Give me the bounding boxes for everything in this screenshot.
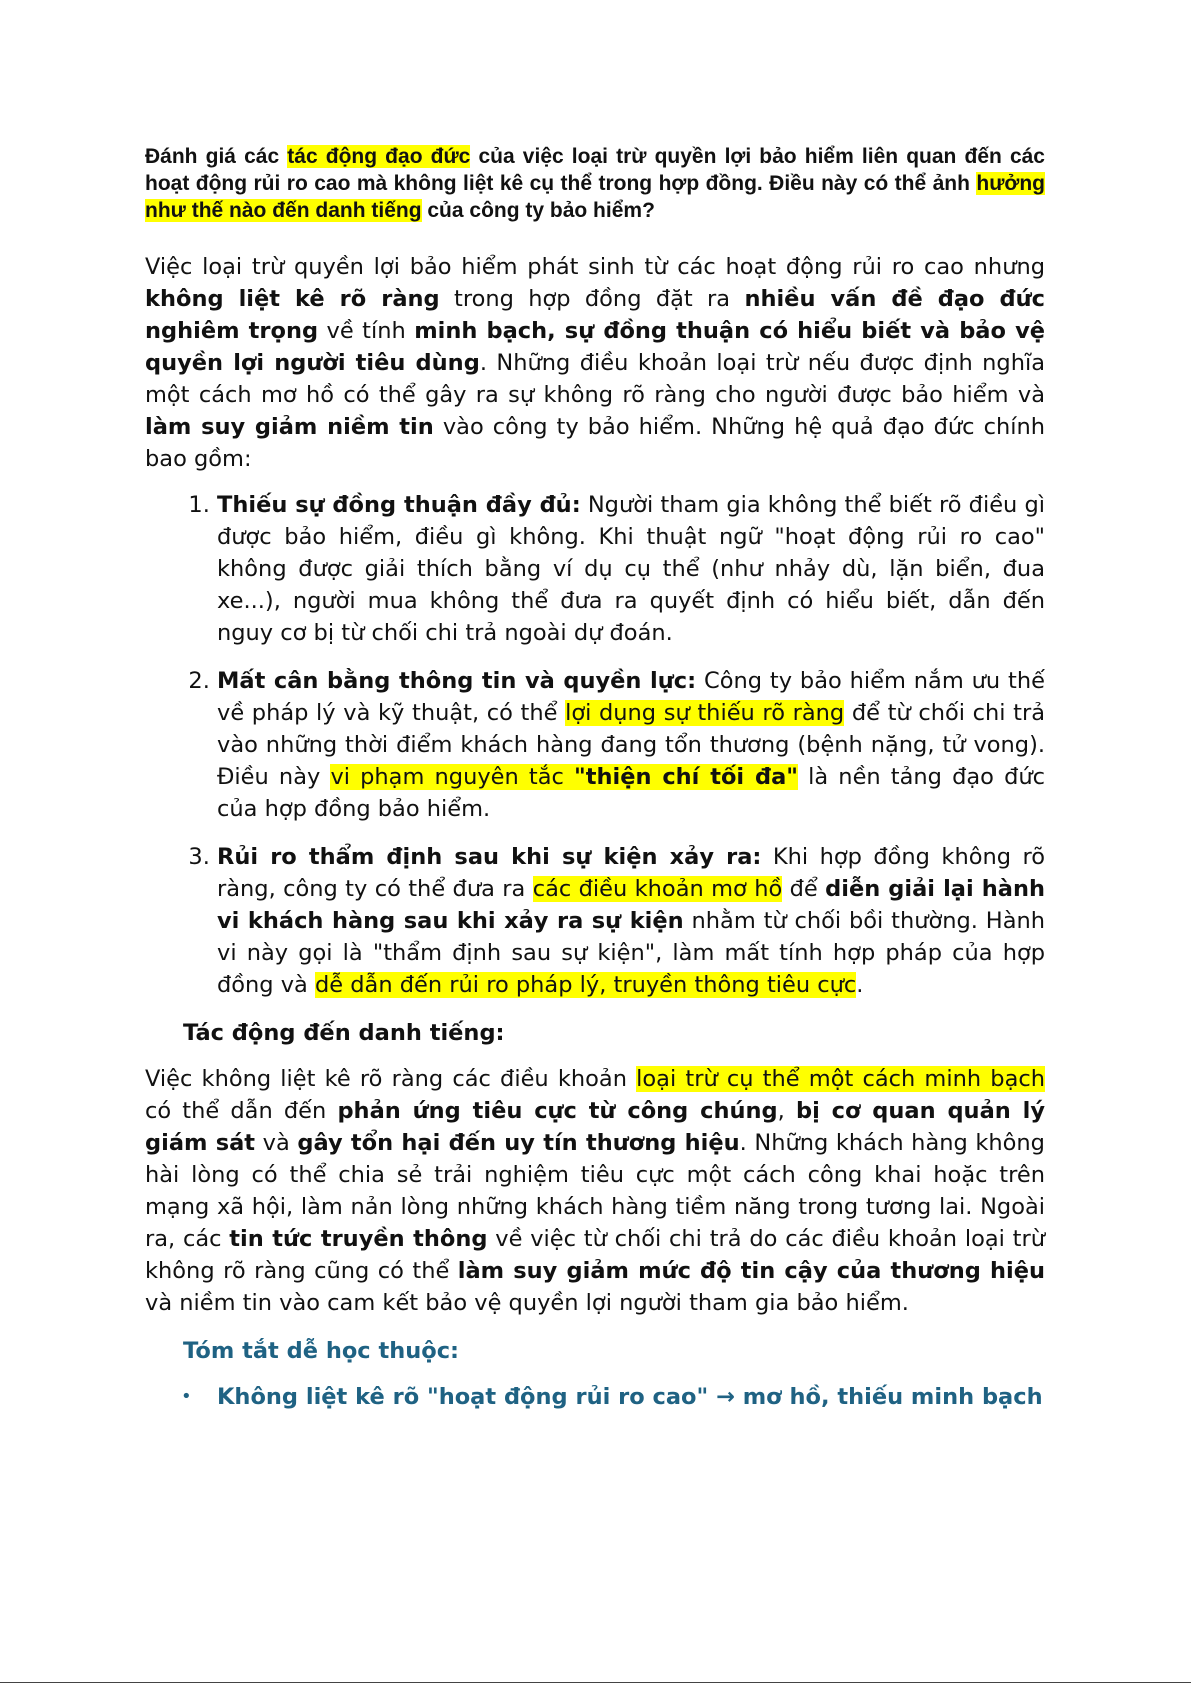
item-text: nhằm từ chối bồi thường. Hành vi này gọi là "thẩm định sau sự kiện", làm mất tính hợp pháp của hợp đồng và	[217, 908, 1046, 998]
item-highlight: lợi dụng sự thiếu rõ ràng	[565, 700, 845, 726]
reputation-text: và niềm tin vào cam kết bảo vệ quyền lợi người tham gia bảo hiểm.	[145, 1290, 909, 1316]
reputation-paragraph	[145, 1063, 1045, 1319]
item-text: để	[782, 876, 826, 902]
list-item	[217, 841, 1045, 1001]
reputation-bold: tin tức truyền thông	[229, 1226, 488, 1252]
question-text: của công ty bảo hiểm?	[421, 199, 655, 222]
reputation-text: ,	[777, 1098, 796, 1124]
reputation-bold: gây tổn hại đến uy tín thương hiệu	[297, 1130, 740, 1156]
intro-text: . Những điều khoản loại trừ nếu được định nghĩa một cách mơ hồ có thể gây ra sự không rõ ràng cho người được bảo hiểm và	[145, 350, 1046, 408]
page-bottom-border	[0, 1682, 1191, 1683]
item-text: Khi hợp đồng không rõ ràng, công ty có thể đưa ra	[217, 844, 1045, 902]
question-text: của việc loại trừ quyền lợi bảo hiểm liên quan đến các hoạt động rủi ro cao mà không liệt kê cụ thể trong hợp đồng. Điều này có thể ảnh	[145, 145, 1045, 195]
reputation-text: . Những khách hàng không hài lòng có thể chia sẻ trải nghiệm tiêu cực một cách công khai hoặc trên mạng xã hội, làm nản lòng những khách hàng tiềm năng trong tương lai. Ngoài ra, các	[145, 1130, 1045, 1252]
document-page	[145, 143, 1045, 1413]
list-item	[217, 665, 1045, 825]
item-text: là nền tảng đạo đức của hợp đồng bảo hiểm.	[217, 764, 1045, 822]
intro-text: Việc loại trừ quyền lợi bảo hiểm phát sinh từ các hoạt động rủi ro cao nhưng	[145, 254, 1045, 280]
question-text: Đánh giá các	[145, 145, 288, 168]
intro-bold: không liệt kê rõ ràng	[145, 286, 440, 312]
intro-text: về tính	[318, 318, 415, 344]
item-text: Công ty bảo hiểm nắm ưu thế về pháp lý và kỹ thuật, có thể	[217, 668, 1045, 726]
answer-body	[145, 251, 1045, 1413]
item-text: Người tham gia không thể biết rõ điều gì được bảo hiểm, điều gì không. Khi thuật ngữ "hoạt động rủi ro cao" không được giải thích bằng ví dụ cụ thể (như nhảy dù, lặn biển, đua xe...), người mua không thể đưa ra quyết định có hiểu biết, dẫn đến nguy cơ bị từ chối chi trả ngoài dự đoán.	[217, 492, 1045, 646]
reputation-bold: làm suy giảm mức độ tin cậy của thương hiệu	[457, 1258, 1045, 1284]
question-heading	[145, 143, 1045, 224]
item-highlight: dễ dẫn đến rủi ro pháp lý, truyền thông tiêu cực	[315, 972, 857, 998]
summary-list	[145, 1381, 1045, 1413]
intro-bold: minh bạch, sự đồng thuận có hiểu biết và bảo vệ quyền lợi người tiêu dùng	[145, 318, 1045, 376]
item-highlight: vi phạm nguyên tắc	[330, 764, 575, 790]
item-title: Rủi ro thẩm định sau khi sự kiện xảy ra:	[217, 844, 762, 870]
reputation-heading: Tác động đến danh tiếng:	[183, 1020, 505, 1046]
highlight-reputation-impact: hưởng như thế nào đến danh tiếng	[145, 172, 1045, 222]
summary-heading: Tóm tắt dễ học thuộc:	[183, 1338, 460, 1364]
intro-text: trong hợp đồng đặt ra	[439, 286, 745, 312]
intro-paragraph	[145, 251, 1045, 475]
bullet-icon: •	[181, 1386, 192, 1407]
item-title: Thiếu sự đồng thuận đầy đủ:	[217, 492, 581, 518]
intro-bold: làm suy giảm niềm tin	[145, 414, 434, 440]
summary-item-text: Không liệt kê rõ "hoạt động rủi ro cao" → mơ hồ, thiếu minh bạch	[217, 1384, 1043, 1410]
reputation-text: và	[255, 1130, 298, 1156]
reputation-bold: phản ứng tiêu cực từ công chúng	[337, 1098, 778, 1124]
reputation-highlight: loại trừ cụ thể một cách minh bạch	[636, 1066, 1045, 1092]
reputation-bold: bị cơ quan quản lý giám sát	[145, 1098, 1045, 1156]
item-highlight: các điều khoản mơ hồ	[532, 876, 783, 902]
ethical-consequences-list	[145, 489, 1045, 1001]
highlight-ethical-impact: tác động đạo đức	[287, 145, 471, 168]
summary-item	[181, 1381, 1045, 1413]
item-bold: diễn giải lại hành vi khách hàng sau khi xảy ra sự kiện	[217, 876, 1046, 934]
intro-text: vào công ty bảo hiểm. Những hệ quả đạo đức chính bao gồm:	[145, 414, 1045, 472]
item-title: Mất cân bằng thông tin và quyền lực:	[217, 668, 697, 694]
item-highlight-bold: "thiện chí tối đa"	[574, 764, 798, 790]
reputation-text: Việc không liệt kê rõ ràng các điều khoản	[145, 1066, 637, 1092]
item-text: để từ chối chi trả vào những thời điểm khách hàng đang tổn thương (bệnh nặng, tử vong). Điều này	[217, 700, 1045, 790]
item-text: .	[856, 972, 864, 998]
intro-bold: nhiều vấn đề đạo đức nghiêm trọng	[145, 286, 1045, 344]
reputation-text: về việc từ chối chi trả do các điều khoản loại trừ không rõ ràng cũng có thể	[145, 1226, 1045, 1284]
list-item	[217, 489, 1045, 649]
reputation-text: có thể dẫn đến	[145, 1098, 338, 1124]
